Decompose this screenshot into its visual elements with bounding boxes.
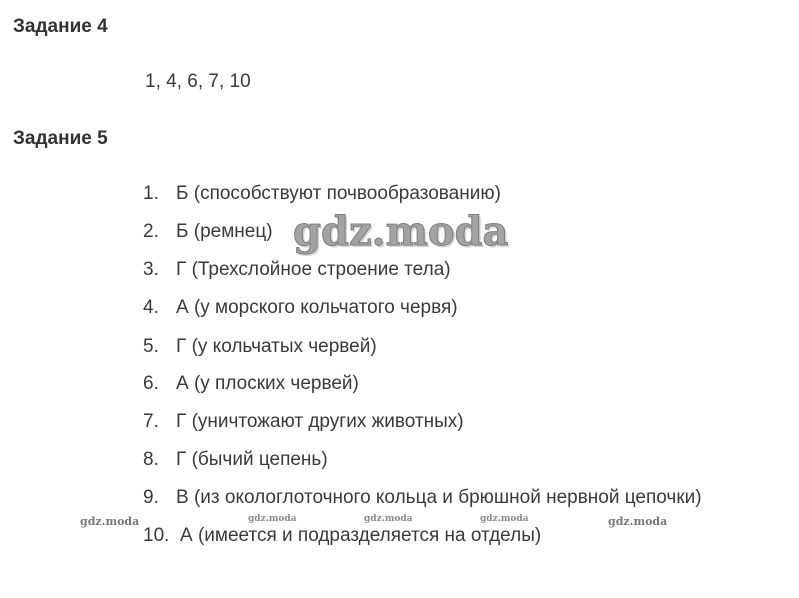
watermark-small: gdz.moda: [80, 515, 140, 528]
item-text: Б (способствуют почвообразованию): [176, 183, 501, 204]
item-text: В (из окологлоточного кольца и брюшной нервной цепочки): [176, 487, 702, 508]
list-item: [143, 488, 702, 507]
task-4-answer: 1, 4, 6, 7, 10: [145, 71, 251, 92]
item-number: 10.: [143, 525, 170, 546]
item-text: Г (у кольчатых червей): [176, 336, 377, 357]
section-title-task-5: Задание 5: [13, 128, 108, 149]
item-number: 3.: [143, 259, 159, 280]
list-item: [143, 184, 501, 203]
item-number: 7.: [143, 411, 159, 432]
list-item: [143, 298, 458, 317]
item-number: 4.: [143, 297, 159, 318]
watermark-small: gdz.moda: [248, 514, 297, 524]
list-item: [143, 260, 451, 279]
list-item: [143, 526, 541, 545]
item-number: 6.: [143, 373, 159, 394]
item-number: 9.: [143, 487, 159, 508]
item-number: 8.: [143, 449, 159, 470]
list-item: [143, 374, 359, 393]
watermark-small: gdz.moda: [480, 514, 529, 524]
section-title-task-4: Задание 4: [13, 16, 108, 37]
item-text: Г (бычий цепень): [176, 449, 328, 470]
item-number: 1.: [143, 183, 159, 204]
watermark-small: gdz.moda: [608, 515, 668, 528]
list-item: [143, 222, 273, 241]
watermark-small: gdz.moda: [364, 514, 413, 524]
item-text: Г (уничтожают других животных): [176, 411, 464, 432]
item-text: А (у морского кольчатого червя): [176, 297, 458, 318]
item-text: Г (Трехслойное строение тела): [176, 259, 451, 280]
list-item: [143, 450, 328, 469]
item-text: Б (ремнец): [176, 221, 273, 242]
item-text: А (имеется и подразделяется на отделы): [180, 525, 542, 546]
item-text: А (у плоских червей): [176, 373, 359, 394]
item-number: 5.: [143, 336, 159, 357]
item-number: 2.: [143, 221, 159, 242]
list-item: [143, 412, 464, 431]
list-item: [143, 337, 377, 356]
watermark-logo: gdz.moda: [293, 208, 509, 255]
